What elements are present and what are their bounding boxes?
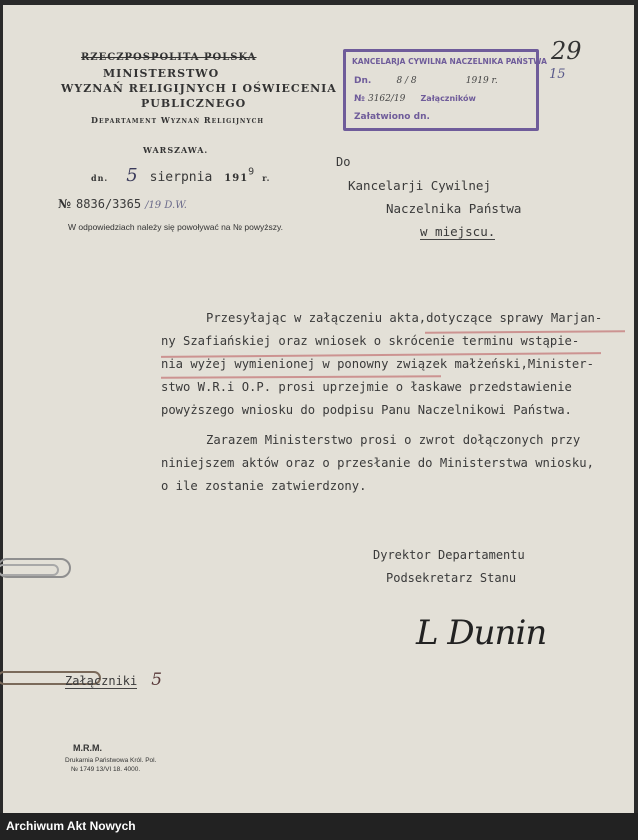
ministry-name-line2: WYZNAŃ RELIGIJNYCH I OŚWIECENIA	[61, 82, 337, 95]
body-line: nia wyżej wymienionej w ponowny związek małżeński,Minister-	[161, 357, 594, 371]
stamp-number-label: №	[354, 94, 365, 104]
reference-note: W odpowiedziach należy się powoływać na № powyższy.	[68, 222, 283, 232]
date-prefix: dn.	[91, 173, 109, 183]
letter-number	[58, 195, 187, 213]
printer-line1: Drukarnia Państwowa Król. Pol.	[65, 757, 157, 764]
crossed-header-line: RZECZPOSPOLITA POLSKA	[81, 52, 257, 63]
body-line: o ile zostanie zatwierdzony.	[161, 479, 367, 493]
handwritten-signature: L Dunin	[416, 613, 547, 653]
printer-initials: M.R.M.	[73, 743, 102, 753]
letter-date	[91, 165, 270, 186]
signatory-title2: Podsekretarz Stanu	[386, 571, 517, 585]
body-line: powyższego wniosku do podpisu Panu Naczelnikowi Państwa.	[161, 403, 572, 417]
date-suffix: r.	[262, 173, 271, 183]
addressee-line2: Naczelnika Państwa	[386, 201, 522, 216]
paper-clip	[0, 564, 59, 576]
registry-stamp	[343, 49, 547, 131]
body-line: stwo W.R.i O.P. prosi uprzejmie o łaskawe przedstawienie	[161, 380, 572, 394]
pencil-underline	[161, 375, 441, 378]
stamp-title: KANCELARJA CYWILNA NACZELNIKA PAŃSTWA	[352, 57, 547, 66]
attachments-line	[65, 670, 162, 690]
attachments-label: Załączniki	[65, 674, 138, 688]
stamp-date-row	[354, 76, 498, 86]
department-name: Departament Wyznań Religijnych	[91, 115, 265, 125]
archive-name: Archiwum Akt Nowych	[6, 819, 136, 833]
stamp-date-label: Dn.	[354, 76, 372, 86]
stamp-handled-label: Załatwiono dn.	[354, 112, 430, 122]
date-year-suffix: 9	[248, 166, 255, 178]
date-year-prefix: 191	[224, 173, 249, 184]
number-note: /19 D.W.	[145, 200, 187, 211]
body-line: Przesyłając w załączeniu akta,dotyczące sprawy Marjan-	[206, 311, 603, 325]
signatory-title1: Dyrektor Departamentu	[373, 548, 525, 562]
folio-number: 29	[551, 37, 582, 65]
body-line: Zarazem Ministerstwo prosi o zwrot dołączonych przy	[206, 433, 581, 447]
stamp-date-year: 1919 r.	[465, 76, 498, 86]
archive-footer	[0, 813, 638, 840]
stamp-number-row	[354, 94, 476, 104]
printer-line2: № 1749 13/VI 18. 4000.	[71, 766, 141, 773]
ministry-name-line1: MINISTERSTWO	[103, 67, 220, 80]
folio-subnumber: 15	[549, 67, 566, 82]
ministry-name-line3: PUBLICZNEGO	[141, 97, 247, 110]
addressee-line1: Kancelarji Cywilnej	[348, 178, 491, 193]
date-month: sierpnia	[149, 170, 213, 185]
attachments-count: 5	[151, 670, 163, 690]
document-page	[3, 5, 634, 813]
stamp-number-value: 3162/19	[367, 94, 406, 104]
date-day: 5	[126, 165, 138, 186]
addressee-line3: w miejscu.	[420, 224, 496, 239]
body-line: ny Szafiańskiej oraz wniosek o skrócenie terminu wstąpie-	[161, 334, 580, 348]
city-name: WARSZAWA.	[143, 145, 209, 155]
number-value: 8836/3365	[76, 197, 142, 211]
body-line: niniejszem aktów oraz o przesłanie do Ministerstwa wniosku,	[161, 456, 594, 470]
number-prefix: №	[58, 197, 73, 211]
stamp-date-value: 8 / 8	[396, 76, 417, 86]
addressee-to: Do	[336, 155, 351, 169]
stamp-attachments-label: Załączników	[420, 94, 476, 103]
